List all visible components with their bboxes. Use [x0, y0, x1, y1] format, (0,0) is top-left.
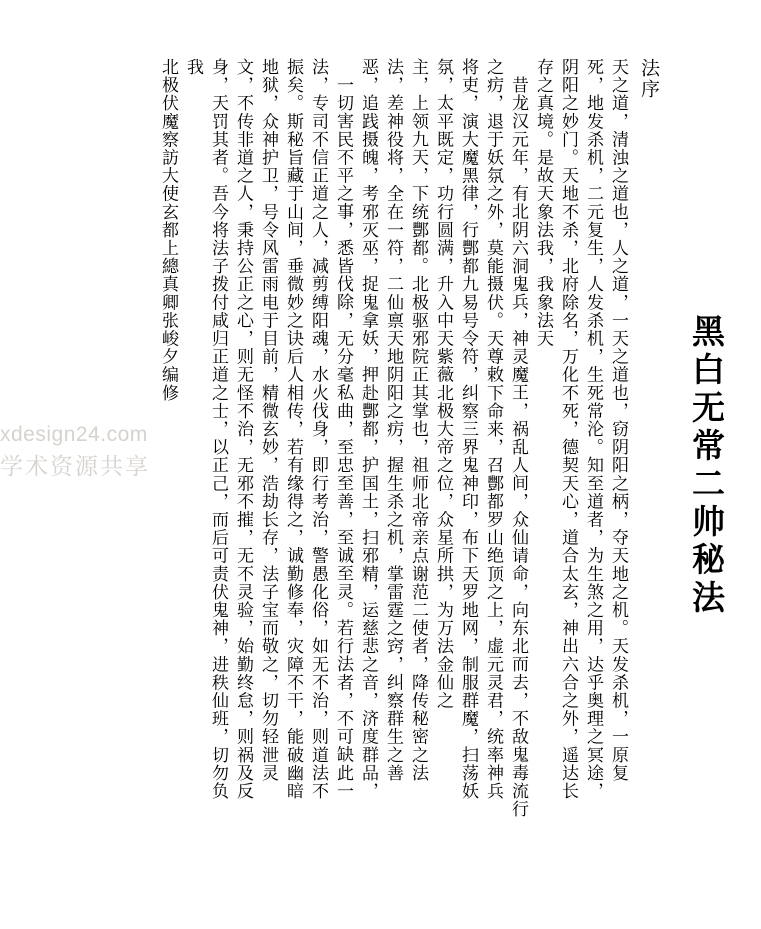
text-column: 氛，太平既定，功行圆满，升入中天紫薇北极大帝之位，众星所拱，为万法金仙之	[434, 58, 453, 710]
text-column: 法，差神役将，全在一符，二仙禀天地阴阳之疠，握生杀之机，掌雷霆之窍，纠察群生之善	[384, 58, 403, 782]
text-column: 地狱，众神护卫，号令风雷雨电于目前，精微玄妙，浩劫长存，法子宝而敬之，切勿轻泄灵	[259, 58, 278, 782]
text-column: 之疠，退于妖氛之外，莫能摄伏。天尊敕下命来，召酆都罗山绝顶之上，虚元灵君，统率神兵	[484, 58, 503, 801]
vertical-text-body	[22, 28, 739, 881]
text-column: 文，不传非道之人，秉持公正之心，则无怪不治，无邪不摧，无不灵验，始勤终怠，则祸及反	[234, 58, 253, 801]
text-column: 恶，追践摄魄，考邪灭巫，捉鬼拿妖，押赴酆都，护国土，扫邪精，运慈悲之音，济度群品，	[359, 58, 378, 801]
text-column: 阴阳之妙门。天地不杀，北府除名，万化不死，德契天心，道合太玄，神出六合之外，遥达长	[559, 58, 578, 801]
text-column: 我	[184, 58, 203, 77]
text-column: 主，上领九天，下统酆都。北极驱邪院正其掌也，祖师北帝亲点谢范二使者，降传秘密之法	[409, 58, 428, 782]
section-heading: 法序	[638, 58, 659, 100]
text-column: 将吏，演大魔黑律，行酆都九易号令符，纠察三界鬼神印，布下天罗地网，制服群魔，扫荡妖	[459, 58, 478, 801]
text-column: 一切害民不平之事，悉皆伐除，无分毫私曲，至忠至善，至诚至灵。若行法者，不可缺此一	[334, 76, 353, 800]
text-column: 存之真境。是故天象法我，我象法天	[534, 58, 553, 348]
text-column: 天之道，清浊之道也，人之道，一天之道也，窃阴阳之柄，夺天地之机。天发杀机，一原复	[609, 58, 628, 782]
text-column: 法，专司不信正道之人，减剪缚阳魂，水火伐身，即行考治，警愚化俗，如无不治，则道法不	[309, 58, 328, 801]
signature-column: 北极伏魔察訪大使玄都上總真卿张峻夕编修	[159, 58, 178, 402]
watermark-line-1: xdesign24.com	[0, 423, 148, 446]
document-title: 黑白无常二帅秘法	[687, 314, 723, 618]
watermark-line-2: 学术资源共享	[0, 453, 150, 480]
text-column: 身，天罚其者。吾今将法子拨付咸归正道之士，以正己，而后可责伏鬼神，进秩仙班，切勿负	[209, 58, 228, 801]
text-column: 昔龙汉元年，有北阴六洞鬼兵，神灵魔王，祸乱人间，众仙请命，向东北而去，不敌鬼毒流行	[509, 76, 528, 819]
text-column: 振矣。斯秘旨藏于山间，垂微妙之诀后人相传，若有缘得之，诚勤修奉，灾障不干，能破幽暗	[284, 58, 303, 801]
text-column: 死，地发杀机，二元复生，人发杀机，生死常沦。知至道者，为生煞之用，达乎奥理之冥途，	[584, 58, 603, 801]
